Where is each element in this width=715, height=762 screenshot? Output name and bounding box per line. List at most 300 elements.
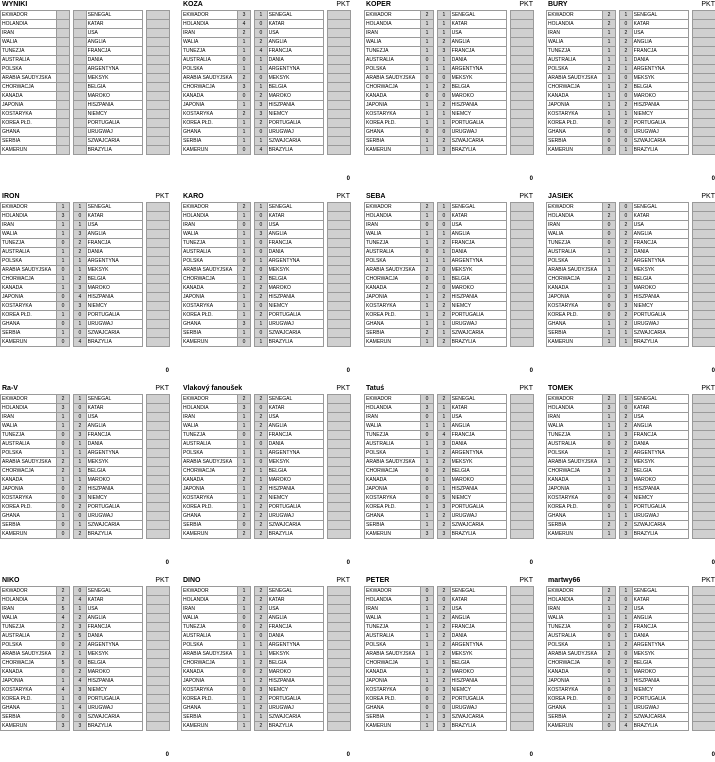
points-cell[interactable] [147, 212, 170, 221]
points-cell[interactable] [328, 668, 351, 677]
home-score-cell[interactable]: 2 [603, 395, 615, 404]
away-score-cell[interactable]: 3 [74, 431, 86, 440]
away-score-cell[interactable]: 2 [255, 485, 267, 494]
points-cell[interactable] [693, 65, 715, 74]
away-team-cell[interactable]: SENEGAL [267, 395, 323, 404]
home-team-cell[interactable]: EKWADOR [1, 587, 57, 596]
home-team-cell[interactable]: GHANA [182, 704, 238, 713]
away-team-cell[interactable]: ARGENTYNA [86, 65, 142, 74]
home-score-cell[interactable]: 0 [57, 485, 69, 494]
away-score-cell[interactable] [74, 56, 86, 65]
home-team-cell[interactable]: WALIA [365, 422, 421, 431]
away-team-cell[interactable]: HISZPANIA [86, 293, 142, 302]
away-score-cell[interactable]: 0 [620, 404, 632, 413]
away-team-cell[interactable]: MEKSYK [86, 266, 142, 275]
home-team-cell[interactable]: SERBIA [547, 329, 603, 338]
away-team-cell[interactable]: SENEGAL [86, 11, 142, 20]
points-cell[interactable] [147, 110, 170, 119]
home-score-cell[interactable]: 0 [238, 614, 250, 623]
away-score-cell[interactable]: 3 [620, 686, 632, 695]
home-team-cell[interactable]: CHORWACJA [547, 467, 603, 476]
home-team-cell[interactable]: CHORWACJA [1, 659, 57, 668]
points-cell[interactable] [328, 494, 351, 503]
home-score-cell[interactable]: 1 [57, 257, 69, 266]
home-score-cell[interactable] [57, 119, 69, 128]
points-cell[interactable] [511, 20, 534, 29]
points-cell[interactable] [147, 713, 170, 722]
home-team-cell[interactable]: SERBIA [182, 329, 238, 338]
home-score-cell[interactable]: 1 [238, 137, 250, 146]
away-team-cell[interactable]: ARGENTYNA [267, 449, 323, 458]
away-team-cell[interactable]: MEKSYK [632, 650, 688, 659]
away-team-cell[interactable]: USA [632, 29, 688, 38]
home-score-cell[interactable]: 1 [421, 320, 433, 329]
away-score-cell[interactable]: 1 [438, 320, 450, 329]
home-score-cell[interactable]: 1 [421, 458, 433, 467]
home-score-cell[interactable]: 1 [238, 38, 250, 47]
away-team-cell[interactable]: BELGIA [632, 467, 688, 476]
away-team-cell[interactable]: PORTUGALIA [632, 119, 688, 128]
home-team-cell[interactable]: GHANA [365, 128, 421, 137]
home-team-cell[interactable]: KAMERUN [1, 146, 57, 155]
away-score-cell[interactable]: 2 [620, 248, 632, 257]
away-score-cell[interactable] [74, 110, 86, 119]
away-team-cell[interactable]: USA [267, 413, 323, 422]
away-score-cell[interactable]: 2 [620, 623, 632, 632]
away-score-cell[interactable]: 1 [620, 632, 632, 641]
home-team-cell[interactable]: IRAN [182, 221, 238, 230]
away-score-cell[interactable]: 4 [438, 431, 450, 440]
points-cell[interactable] [147, 704, 170, 713]
away-team-cell[interactable]: MAROKO [450, 284, 506, 293]
away-team-cell[interactable]: FRANCJA [450, 623, 506, 632]
home-team-cell[interactable]: KANADA [182, 476, 238, 485]
away-score-cell[interactable]: 2 [438, 449, 450, 458]
points-cell[interactable] [328, 431, 351, 440]
home-score-cell[interactable]: 1 [421, 257, 433, 266]
away-team-cell[interactable]: BRAZYLIA [632, 722, 688, 731]
home-score-cell[interactable]: 1 [603, 677, 615, 686]
points-cell[interactable] [147, 137, 170, 146]
away-score-cell[interactable]: 1 [74, 203, 86, 212]
points-cell[interactable] [693, 413, 715, 422]
points-cell[interactable] [147, 275, 170, 284]
points-cell[interactable] [147, 92, 170, 101]
points-cell[interactable] [328, 587, 351, 596]
home-score-cell[interactable]: 1 [238, 587, 250, 596]
points-cell[interactable] [328, 302, 351, 311]
home-team-cell[interactable]: KOREA PŁD. [182, 503, 238, 512]
away-team-cell[interactable]: MEKSYK [267, 266, 323, 275]
away-team-cell[interactable]: SZWAJCARIA [267, 137, 323, 146]
home-team-cell[interactable]: KANADA [365, 92, 421, 101]
home-score-cell[interactable]: 3 [57, 722, 69, 731]
points-cell[interactable] [147, 257, 170, 266]
points-cell[interactable] [511, 83, 534, 92]
points-cell[interactable] [511, 65, 534, 74]
home-score-cell[interactable]: 0 [421, 686, 433, 695]
away-score-cell[interactable]: 1 [438, 476, 450, 485]
away-score-cell[interactable]: 2 [620, 440, 632, 449]
home-score-cell[interactable]: 3 [603, 404, 615, 413]
home-score-cell[interactable]: 2 [57, 623, 69, 632]
away-team-cell[interactable]: SENEGAL [632, 11, 688, 20]
home-score-cell[interactable]: 0 [603, 137, 615, 146]
points-cell[interactable] [147, 11, 170, 20]
points-cell[interactable] [511, 47, 534, 56]
home-team-cell[interactable]: SERBIA [547, 521, 603, 530]
points-cell[interactable] [147, 266, 170, 275]
home-team-cell[interactable]: ARABIA SAUDYJSKA [365, 266, 421, 275]
home-team-cell[interactable]: KOREA PŁD. [547, 695, 603, 704]
away-team-cell[interactable]: FRANCJA [86, 47, 142, 56]
home-score-cell[interactable]: 1 [421, 632, 433, 641]
home-score-cell[interactable] [57, 128, 69, 137]
away-score-cell[interactable]: 0 [438, 221, 450, 230]
home-team-cell[interactable]: KAMERUN [1, 722, 57, 731]
away-score-cell[interactable]: 1 [620, 110, 632, 119]
away-team-cell[interactable]: KATAR [267, 20, 323, 29]
away-score-cell[interactable]: 2 [255, 311, 267, 320]
home-team-cell[interactable]: HOLANDIA [547, 20, 603, 29]
home-score-cell[interactable]: 1 [421, 440, 433, 449]
points-cell[interactable] [511, 56, 534, 65]
points-cell[interactable] [511, 530, 534, 539]
away-team-cell[interactable]: BRAZYLIA [450, 722, 506, 731]
home-score-cell[interactable]: 0 [603, 230, 615, 239]
points-cell[interactable] [328, 239, 351, 248]
away-team-cell[interactable]: ANGLIA [267, 38, 323, 47]
home-team-cell[interactable]: EKWADOR [182, 395, 238, 404]
home-team-cell[interactable]: POLSKA [1, 257, 57, 266]
home-score-cell[interactable] [57, 137, 69, 146]
away-team-cell[interactable]: KATAR [267, 596, 323, 605]
home-team-cell[interactable]: JAPONIA [365, 677, 421, 686]
home-score-cell[interactable]: 1 [421, 311, 433, 320]
away-team-cell[interactable]: NIEMCY [632, 686, 688, 695]
home-score-cell[interactable]: 1 [421, 137, 433, 146]
away-score-cell[interactable]: 1 [255, 65, 267, 74]
home-score-cell[interactable]: 1 [421, 101, 433, 110]
away-team-cell[interactable]: ANGLIA [450, 422, 506, 431]
points-cell[interactable] [328, 632, 351, 641]
away-team-cell[interactable]: URUGWAJ [267, 320, 323, 329]
home-score-cell[interactable]: 1 [238, 494, 250, 503]
home-team-cell[interactable]: SERBIA [547, 713, 603, 722]
away-team-cell[interactable]: SENEGAL [86, 203, 142, 212]
home-team-cell[interactable]: CHORWACJA [547, 275, 603, 284]
away-score-cell[interactable]: 3 [255, 686, 267, 695]
points-cell[interactable] [693, 704, 715, 713]
away-team-cell[interactable]: BELGIA [450, 275, 506, 284]
points-cell[interactable] [693, 11, 715, 20]
away-score-cell[interactable]: 2 [255, 668, 267, 677]
away-score-cell[interactable]: 1 [255, 476, 267, 485]
points-cell[interactable] [693, 20, 715, 29]
away-score-cell[interactable]: 2 [255, 92, 267, 101]
home-score-cell[interactable]: 1 [238, 302, 250, 311]
points-cell[interactable] [693, 146, 715, 155]
away-score-cell[interactable]: 0 [74, 695, 86, 704]
home-team-cell[interactable]: KANADA [182, 284, 238, 293]
points-cell[interactable] [147, 659, 170, 668]
points-cell[interactable] [328, 47, 351, 56]
home-score-cell[interactable] [57, 29, 69, 38]
away-score-cell[interactable]: 0 [255, 221, 267, 230]
away-score-cell[interactable]: 2 [255, 413, 267, 422]
away-score-cell[interactable]: 2 [620, 230, 632, 239]
away-score-cell[interactable]: 2 [438, 623, 450, 632]
away-score-cell[interactable]: 2 [255, 503, 267, 512]
away-team-cell[interactable]: DANIA [267, 440, 323, 449]
home-team-cell[interactable]: HOLANDIA [547, 596, 603, 605]
home-team-cell[interactable]: IRAN [547, 221, 603, 230]
points-cell[interactable] [693, 404, 715, 413]
away-score-cell[interactable]: 1 [74, 449, 86, 458]
away-team-cell[interactable]: URUGWAJ [267, 704, 323, 713]
away-team-cell[interactable]: HISZPANIA [632, 485, 688, 494]
home-score-cell[interactable]: 1 [603, 284, 615, 293]
away-team-cell[interactable]: DANIA [450, 248, 506, 257]
away-score-cell[interactable]: 1 [255, 641, 267, 650]
points-cell[interactable] [693, 677, 715, 686]
home-team-cell[interactable]: SERBIA [365, 137, 421, 146]
home-team-cell[interactable]: IRAN [365, 221, 421, 230]
home-team-cell[interactable]: KOSTARYKA [1, 686, 57, 695]
points-cell[interactable] [328, 320, 351, 329]
away-score-cell[interactable] [74, 146, 86, 155]
points-cell[interactable] [693, 338, 715, 347]
away-score-cell[interactable]: 3 [620, 431, 632, 440]
away-team-cell[interactable]: MAROKO [267, 476, 323, 485]
away-team-cell[interactable]: MEKSYK [632, 74, 688, 83]
away-score-cell[interactable]: 1 [438, 404, 450, 413]
home-team-cell[interactable]: AUSTRALIA [547, 248, 603, 257]
away-score-cell[interactable]: 1 [620, 503, 632, 512]
away-team-cell[interactable]: ARGENTYNA [632, 641, 688, 650]
home-team-cell[interactable]: IRAN [547, 605, 603, 614]
away-score-cell[interactable]: 1 [74, 467, 86, 476]
home-team-cell[interactable]: ARABIA SAUDYJSKA [1, 650, 57, 659]
home-score-cell[interactable]: 1 [421, 614, 433, 623]
away-score-cell[interactable]: 4 [74, 338, 86, 347]
away-team-cell[interactable]: URUGWAJ [632, 704, 688, 713]
home-score-cell[interactable]: 1 [421, 449, 433, 458]
home-team-cell[interactable]: WALIA [547, 38, 603, 47]
home-score-cell[interactable]: 0 [57, 641, 69, 650]
away-team-cell[interactable]: MEKSYK [450, 74, 506, 83]
home-score-cell[interactable]: 3 [238, 83, 250, 92]
home-team-cell[interactable]: JAPONIA [365, 485, 421, 494]
home-score-cell[interactable]: 2 [57, 650, 69, 659]
home-team-cell[interactable]: IRAN [547, 29, 603, 38]
away-team-cell[interactable]: SZWAJCARIA [632, 329, 688, 338]
home-team-cell[interactable]: KOSTARYKA [365, 494, 421, 503]
home-team-cell[interactable]: AUSTRALIA [182, 440, 238, 449]
home-team-cell[interactable]: TUNEZJA [547, 47, 603, 56]
away-team-cell[interactable]: FRANCJA [450, 47, 506, 56]
away-score-cell[interactable]: 1 [74, 458, 86, 467]
home-team-cell[interactable]: AUSTRALIA [182, 632, 238, 641]
away-team-cell[interactable]: PORTUGALIA [450, 311, 506, 320]
away-score-cell[interactable]: 1 [620, 614, 632, 623]
away-score-cell[interactable]: 2 [438, 614, 450, 623]
away-team-cell[interactable]: SENEGAL [267, 11, 323, 20]
points-cell[interactable] [328, 311, 351, 320]
away-team-cell[interactable]: DANIA [632, 248, 688, 257]
home-score-cell[interactable]: 1 [57, 449, 69, 458]
points-cell[interactable] [328, 248, 351, 257]
away-score-cell[interactable]: 2 [74, 668, 86, 677]
points-cell[interactable] [147, 311, 170, 320]
home-score-cell[interactable]: 1 [603, 641, 615, 650]
home-score-cell[interactable] [57, 74, 69, 83]
away-score-cell[interactable]: 3 [255, 230, 267, 239]
home-score-cell[interactable]: 0 [57, 338, 69, 347]
points-cell[interactable] [511, 248, 534, 257]
home-score-cell[interactable]: 1 [238, 413, 250, 422]
home-team-cell[interactable]: KAMERUN [182, 722, 238, 731]
home-team-cell[interactable]: TUNEZJA [182, 47, 238, 56]
away-team-cell[interactable]: ANGLIA [632, 38, 688, 47]
points-cell[interactable] [328, 212, 351, 221]
away-score-cell[interactable]: 1 [438, 275, 450, 284]
points-cell[interactable] [693, 302, 715, 311]
away-team-cell[interactable]: MEKSYK [267, 74, 323, 83]
home-team-cell[interactable]: SERBIA [182, 137, 238, 146]
home-team-cell[interactable]: GHANA [547, 512, 603, 521]
home-team-cell[interactable]: GHANA [547, 704, 603, 713]
home-team-cell[interactable]: KOSTARYKA [182, 110, 238, 119]
away-score-cell[interactable] [74, 65, 86, 74]
home-score-cell[interactable]: 0 [421, 587, 433, 596]
points-cell[interactable] [511, 695, 534, 704]
home-score-cell[interactable] [57, 110, 69, 119]
away-team-cell[interactable]: NIEMCY [86, 494, 142, 503]
points-cell[interactable] [328, 11, 351, 20]
points-cell[interactable] [328, 677, 351, 686]
points-cell[interactable] [693, 92, 715, 101]
away-score-cell[interactable]: 0 [438, 212, 450, 221]
away-score-cell[interactable]: 1 [255, 11, 267, 20]
away-team-cell[interactable]: NIEMCY [267, 686, 323, 695]
away-team-cell[interactable]: SZWAJCARIA [450, 329, 506, 338]
home-score-cell[interactable]: 0 [238, 338, 250, 347]
points-cell[interactable] [693, 74, 715, 83]
home-team-cell[interactable]: KOREA PŁD. [547, 311, 603, 320]
points-cell[interactable] [147, 101, 170, 110]
points-cell[interactable] [511, 230, 534, 239]
home-score-cell[interactable]: 1 [603, 83, 615, 92]
home-team-cell[interactable]: KOSTARYKA [1, 110, 57, 119]
points-cell[interactable] [328, 293, 351, 302]
points-cell[interactable] [147, 413, 170, 422]
home-team-cell[interactable]: KANADA [1, 668, 57, 677]
points-cell[interactable] [328, 119, 351, 128]
home-team-cell[interactable]: TUNEZJA [1, 47, 57, 56]
home-score-cell[interactable]: 0 [57, 494, 69, 503]
home-team-cell[interactable]: CHORWACJA [547, 83, 603, 92]
home-score-cell[interactable]: 1 [238, 605, 250, 614]
away-team-cell[interactable]: BELGIA [86, 83, 142, 92]
points-cell[interactable] [328, 704, 351, 713]
points-cell[interactable] [693, 284, 715, 293]
home-team-cell[interactable]: WALIA [1, 230, 57, 239]
points-cell[interactable] [328, 530, 351, 539]
away-score-cell[interactable]: 2 [620, 713, 632, 722]
away-score-cell[interactable]: 2 [620, 413, 632, 422]
home-team-cell[interactable]: JAPONIA [547, 677, 603, 686]
home-team-cell[interactable]: HOLANDIA [365, 596, 421, 605]
away-team-cell[interactable]: ANGLIA [86, 38, 142, 47]
away-team-cell[interactable]: KATAR [632, 404, 688, 413]
away-score-cell[interactable]: 2 [438, 587, 450, 596]
away-team-cell[interactable]: URUGWAJ [450, 512, 506, 521]
away-score-cell[interactable]: 1 [620, 56, 632, 65]
away-team-cell[interactable]: SZWAJCARIA [450, 521, 506, 530]
away-score-cell[interactable]: 3 [620, 293, 632, 302]
points-cell[interactable] [693, 650, 715, 659]
home-score-cell[interactable]: 0 [57, 239, 69, 248]
away-team-cell[interactable]: ARGENTYNA [267, 65, 323, 74]
away-score-cell[interactable]: 2 [74, 530, 86, 539]
away-team-cell[interactable]: MEKSYK [267, 458, 323, 467]
away-team-cell[interactable]: USA [450, 605, 506, 614]
points-cell[interactable] [693, 221, 715, 230]
home-team-cell[interactable]: WALIA [1, 38, 57, 47]
home-score-cell[interactable]: 0 [57, 713, 69, 722]
home-score-cell[interactable]: 1 [603, 92, 615, 101]
away-team-cell[interactable]: FRANCJA [267, 431, 323, 440]
away-score-cell[interactable]: 1 [438, 248, 450, 257]
home-team-cell[interactable]: JAPONIA [1, 677, 57, 686]
home-score-cell[interactable] [57, 20, 69, 29]
away-score-cell[interactable]: 2 [74, 503, 86, 512]
home-team-cell[interactable]: KANADA [365, 668, 421, 677]
away-team-cell[interactable]: NIEMCY [450, 494, 506, 503]
away-team-cell[interactable]: DANIA [450, 632, 506, 641]
away-score-cell[interactable]: 0 [620, 212, 632, 221]
home-score-cell[interactable]: 1 [603, 704, 615, 713]
points-cell[interactable] [147, 587, 170, 596]
home-team-cell[interactable]: KANADA [1, 476, 57, 485]
away-score-cell[interactable]: 1 [620, 11, 632, 20]
home-team-cell[interactable]: CHORWACJA [365, 83, 421, 92]
home-team-cell[interactable]: WALIA [182, 38, 238, 47]
away-team-cell[interactable]: ARGENTYNA [450, 641, 506, 650]
points-cell[interactable] [147, 530, 170, 539]
home-score-cell[interactable]: 0 [603, 293, 615, 302]
points-cell[interactable] [147, 404, 170, 413]
home-team-cell[interactable]: KANADA [1, 92, 57, 101]
points-cell[interactable] [328, 29, 351, 38]
away-score-cell[interactable]: 3 [620, 485, 632, 494]
away-score-cell[interactable] [74, 38, 86, 47]
points-cell[interactable] [147, 485, 170, 494]
away-score-cell[interactable]: 2 [620, 641, 632, 650]
away-team-cell[interactable]: FRANCJA [450, 431, 506, 440]
home-score-cell[interactable]: 2 [603, 521, 615, 530]
away-score-cell[interactable]: 1 [74, 266, 86, 275]
home-team-cell[interactable]: KAMERUN [182, 338, 238, 347]
home-score-cell[interactable] [57, 38, 69, 47]
away-score-cell[interactable]: 2 [255, 614, 267, 623]
home-score-cell[interactable]: 1 [603, 329, 615, 338]
away-team-cell[interactable]: URUGWAJ [267, 128, 323, 137]
home-score-cell[interactable]: 1 [57, 275, 69, 284]
away-score-cell[interactable]: 1 [620, 338, 632, 347]
home-score-cell[interactable]: 1 [421, 230, 433, 239]
